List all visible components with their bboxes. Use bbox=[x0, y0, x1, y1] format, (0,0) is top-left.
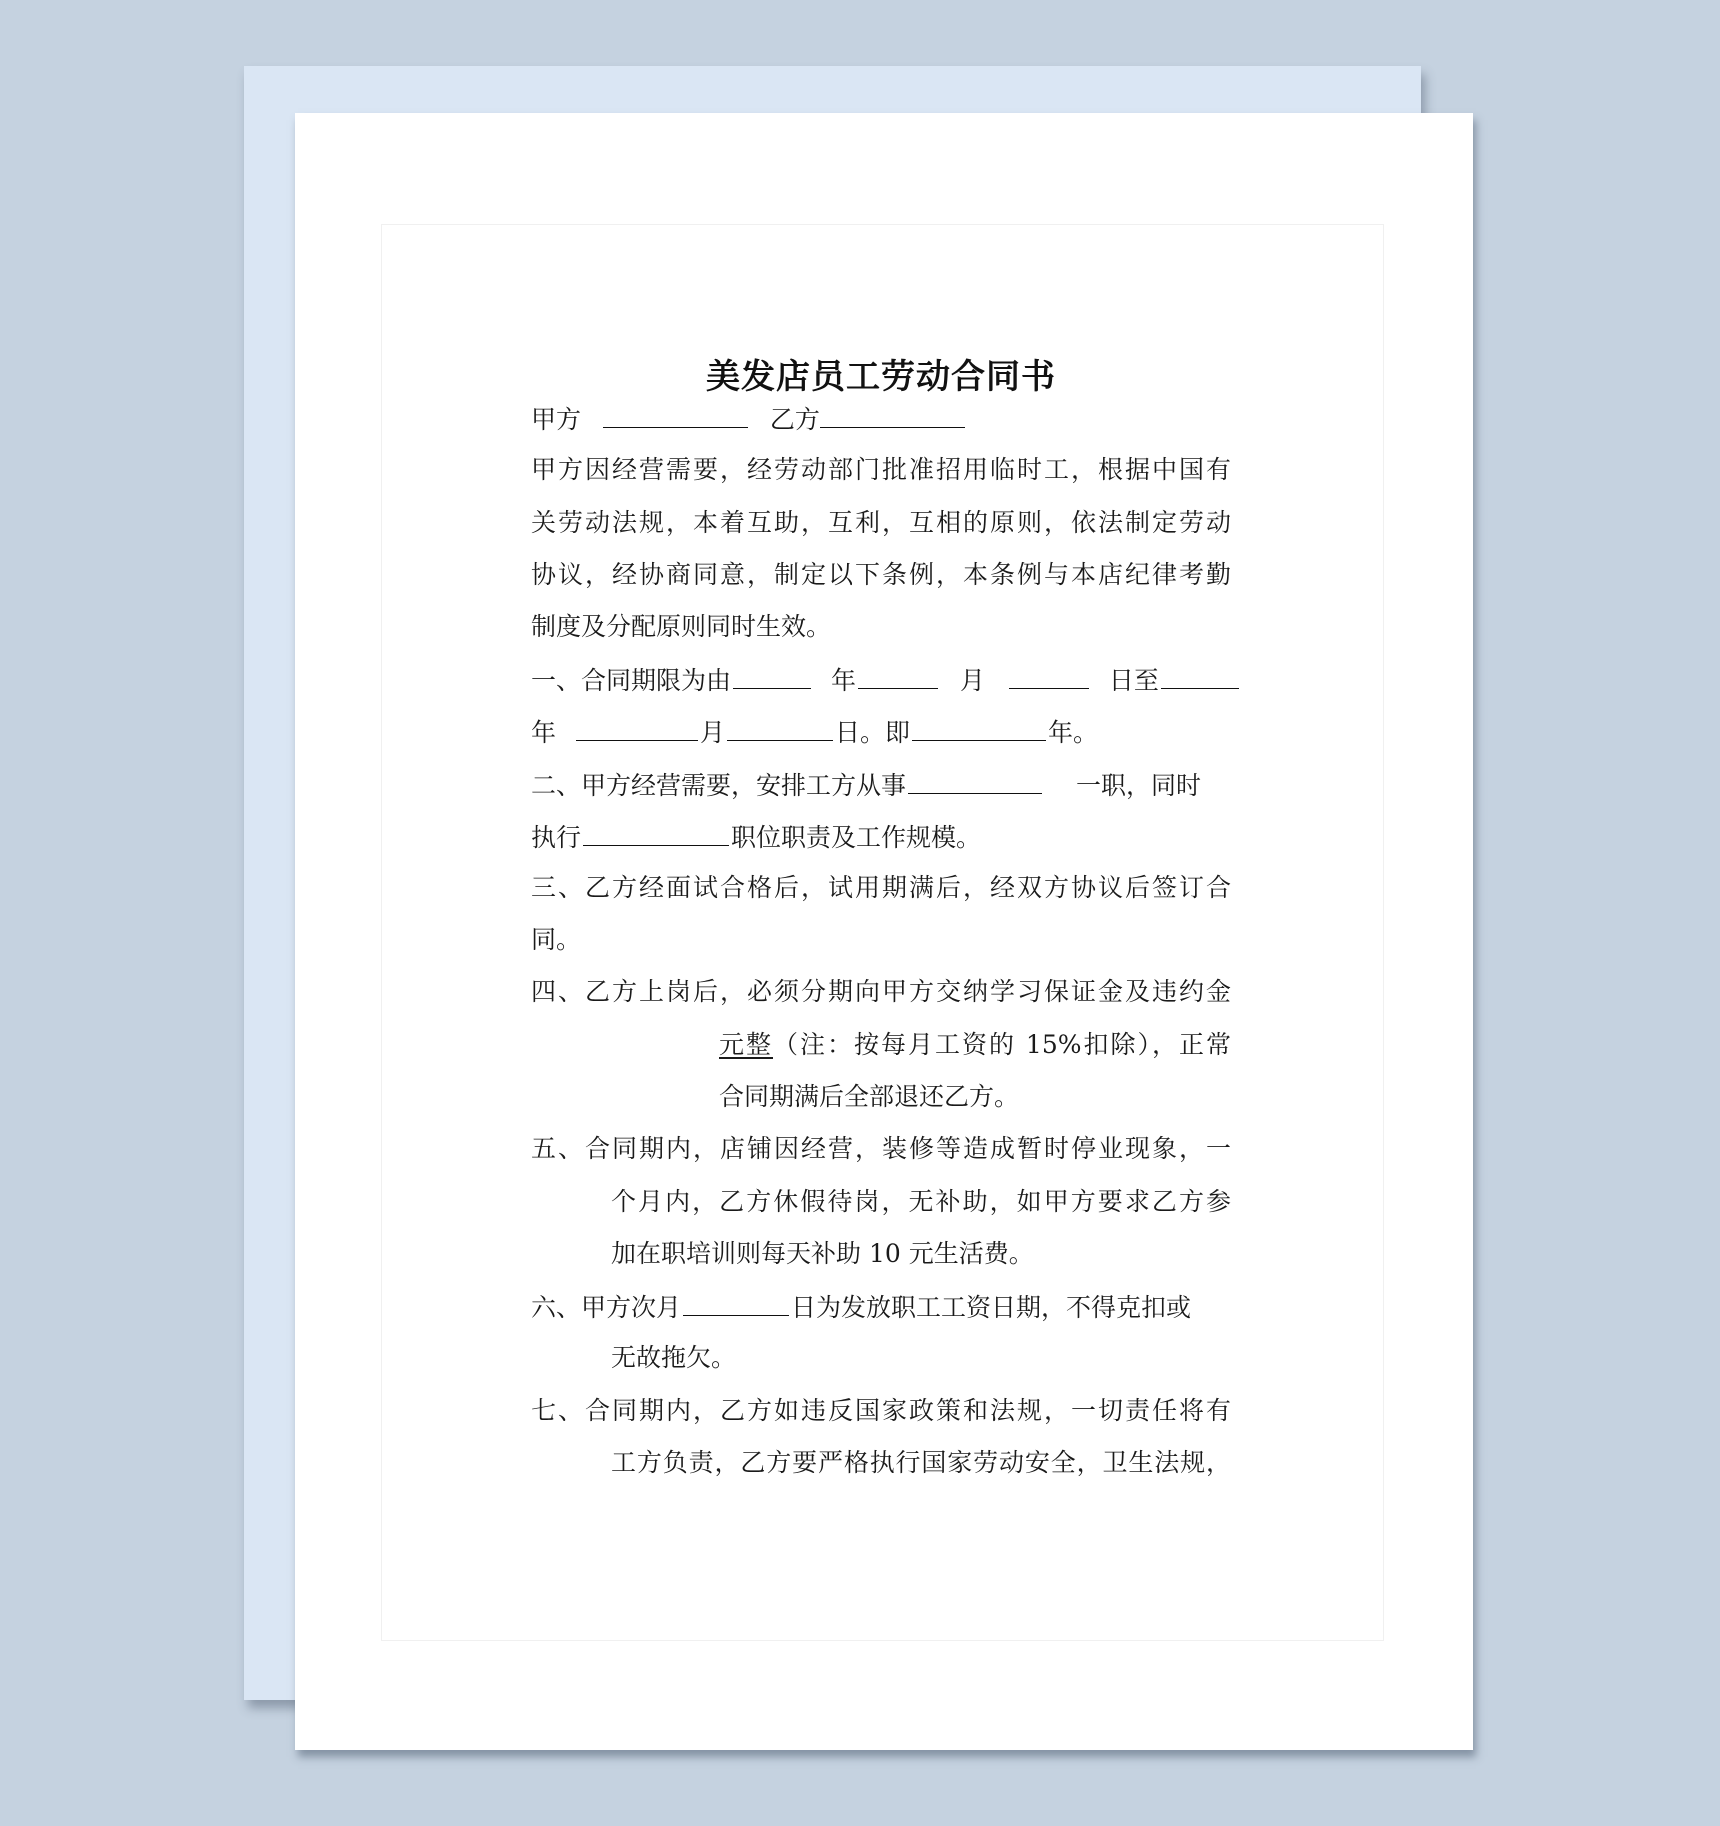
clause-1-prefix: 一、合同期限为由 bbox=[531, 666, 732, 695]
start-year-field[interactable] bbox=[733, 664, 811, 689]
day-to-label: 日至 bbox=[1108, 666, 1159, 695]
clause-3-line-2: 同。 bbox=[531, 925, 582, 954]
preamble-line-2: 关劳动法规，本着互助，互利，互相的原则，依法制定劳动 bbox=[531, 508, 1231, 537]
document-page bbox=[295, 113, 1473, 1750]
clause-2-line-2 bbox=[531, 821, 1231, 853]
party-a-field[interactable] bbox=[603, 403, 748, 428]
preamble-line-3: 协议，经协商同意，制定以下条例，本条例与本店纪律考勤 bbox=[531, 560, 1231, 589]
payday-field[interactable] bbox=[683, 1291, 789, 1316]
clause-4-line-2 bbox=[719, 1030, 1231, 1060]
clause-4-line-3: 合同期满后全部退还乙方。 bbox=[719, 1082, 1020, 1111]
day-label-2: 日。即 bbox=[834, 718, 910, 747]
position-field[interactable] bbox=[908, 769, 1042, 794]
clause-6-line-1 bbox=[531, 1291, 1231, 1323]
clause-2-prefix: 二、甲方经营需要，安排工方从事 bbox=[531, 771, 907, 800]
clause-1-line-1 bbox=[531, 664, 1231, 696]
clause-7-line-1: 七、合同期内，乙方如违反国家政策和法规，一切责任将有 bbox=[531, 1396, 1231, 1425]
clause-6-suffix: 日为发放职工工资日期，不得克扣或 bbox=[791, 1293, 1192, 1322]
start-day-field[interactable] bbox=[1009, 664, 1089, 689]
clause-5-line-1: 五、合同期内，店铺因经营，装修等造成暂时停业现象，一 bbox=[531, 1134, 1231, 1163]
month-label: 月 bbox=[959, 666, 985, 695]
clause-5-line-3: 加在职培训则每天补助 10 元生活费。 bbox=[611, 1239, 1034, 1268]
document-title: 美发店员工劳动合同书 bbox=[706, 357, 1056, 397]
start-month-field[interactable] bbox=[858, 664, 938, 689]
party-a-label: 甲方 bbox=[531, 405, 582, 434]
year-label: 年 bbox=[830, 666, 856, 695]
month-label-2: 月 bbox=[699, 718, 725, 747]
clause-6-line-2: 无故拖欠。 bbox=[611, 1343, 737, 1372]
preamble-line-1: 甲方因经营需要，经劳动部门批准招用临时工，根据中国有 bbox=[531, 455, 1231, 484]
duty-suffix: 职位职责及工作规模。 bbox=[731, 823, 982, 852]
end-year-field[interactable] bbox=[1161, 664, 1239, 689]
clause-5-line-2: 个月内，乙方休假待岗，无补助，如甲方要求乙方参 bbox=[611, 1187, 1231, 1216]
years-label: 年。 bbox=[1048, 718, 1099, 747]
parties-line bbox=[531, 403, 1231, 435]
preamble-line-4: 制度及分配原则同时生效。 bbox=[531, 612, 832, 641]
execute-label: 执行 bbox=[531, 823, 582, 852]
duty-position-field[interactable] bbox=[583, 821, 729, 846]
end-month-field[interactable] bbox=[576, 716, 698, 741]
clause-1-line-2 bbox=[531, 716, 1231, 748]
end-day-field[interactable] bbox=[727, 716, 833, 741]
year-label-2: 年 bbox=[531, 718, 557, 747]
clause-6-prefix: 六、甲方次月 bbox=[531, 1293, 682, 1322]
clause-4-note: （注：按每月工资的 15%扣除），正常 bbox=[773, 1030, 1231, 1059]
clause-3-line-1: 三、乙方经面试合格后，试用期满后，经双方协议后签订合 bbox=[531, 873, 1231, 902]
party-b-field[interactable] bbox=[820, 403, 965, 428]
clause-2-suffix: 一职，同时 bbox=[1075, 771, 1201, 800]
clause-2-line-1 bbox=[531, 769, 1231, 801]
amount-underlined: 元整 bbox=[719, 1030, 773, 1059]
clause-4-line-1: 四、乙方上岗后，必须分期向甲方交纳学习保证金及违约金 bbox=[531, 977, 1231, 1006]
duration-years-field[interactable] bbox=[912, 716, 1046, 741]
party-b-label: 乙方 bbox=[769, 405, 820, 434]
clause-7-line-2: 工方负责，乙方要严格执行国家劳动安全，卫生法规， bbox=[611, 1448, 1231, 1477]
